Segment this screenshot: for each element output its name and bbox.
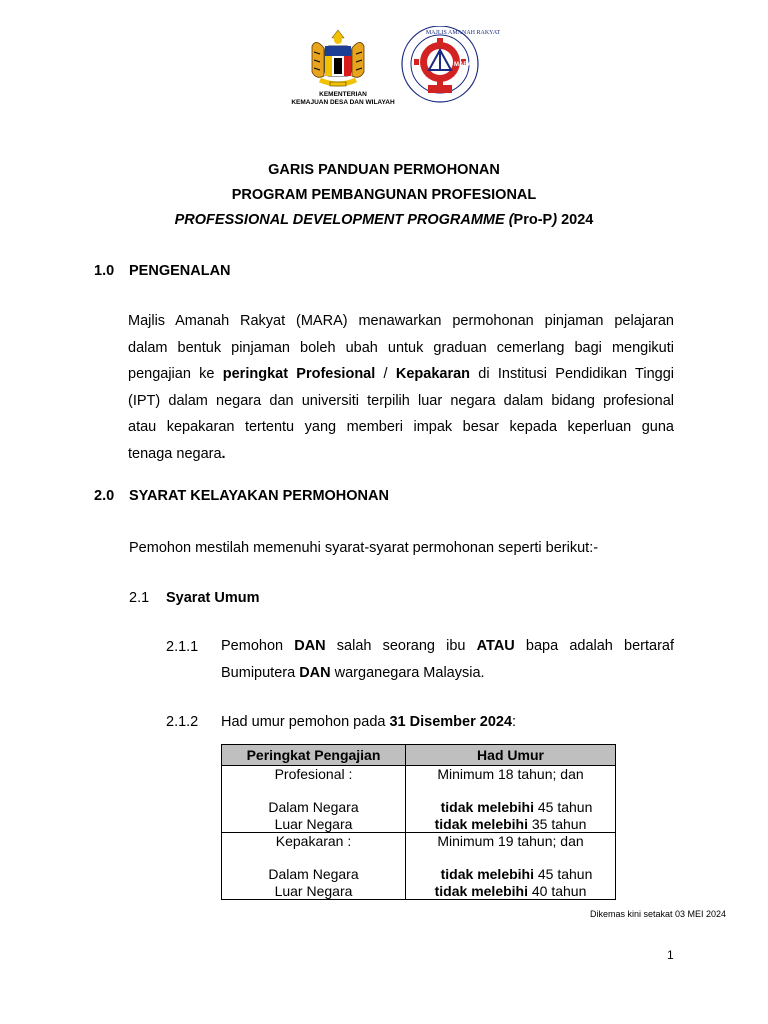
section2-intro: Pemohon mestilah memenuhi syarat-syarat permohonan seperti berikut:- [129,540,599,556]
item-2-1-2-text: Had umur pemohon pada 31 Disember 2024: [221,714,517,730]
page-number: 1 [667,948,674,962]
section1-paragraph: Majlis Amanah Rakyat (MARA) menawarkan permohonan pinjaman pelajaran dalam bentuk pinjaman boleh ubah untuk graduan cemerlang bagi mengikuti pengajian ke peringkat Profesional / Kepakaran di Institusi Pendidikan Tinggi (IPT) dalam negara dan universiti terpilih luar negara dalam bidang profesional atau kepakaran tertentu yang memberi impak besar kepada keperluan guna tenaga negara. [128,313,675,462]
table-row: Kepakaran : Dalam Negara Luar Negara Minimum 19 tahun; dan tidak melebihi 45 tahun tidak melebihi 40 tahun [222,833,616,900]
table-row: Profesional : Dalam Negara Luar Negara Minimum 18 tahun; dan tidak melebihi 45 tahun tidak melebihi 35 tahun [222,766,616,833]
section2-number: 2.0 [94,488,115,504]
table-header-age: Had Umur [406,745,616,766]
subsection-number: 2.1 [129,590,150,606]
subsection-heading: Syarat Umum [166,590,260,606]
table-header-level: Peringkat Pengajian [222,745,406,766]
item-2-1-1-number: 2.1.1 [166,639,199,655]
item-2-1-1-text: Pemohon DAN salah seorang ibu ATAU bapa adalah bertaraf Bumiputera DAN warganegara Malaysia. [221,638,674,681]
section1-heading: PENGENALAN [129,263,231,279]
age-limit-table [221,744,616,900]
section1-number: 1.0 [94,263,115,279]
section2-heading: SYARAT KELAYAKAN PERMOHONAN [129,488,389,504]
doc-title-line1: GARIS PANDUAN PERMOHONAN [268,162,500,178]
updated-date-note: Dikemas kini setakat 03 MEI 2024 [590,909,727,919]
item-2-1-2-number: 2.1.2 [166,714,199,730]
doc-title-line3: PROFESSIONAL DEVELOPMENT PROGRAMME (Pro-P) 2024 [174,212,594,228]
doc-title-line2: PROGRAM PEMBANGUNAN PROFESIONAL [231,187,537,203]
ministry-name: KEMENTERIAN KEMAJUAN DESA DAN WILAYAH [291,91,395,106]
mara-ring-text: MAJLIS AMANAH RAKYAT [425,30,501,36]
mara-label: MARA [454,62,472,68]
